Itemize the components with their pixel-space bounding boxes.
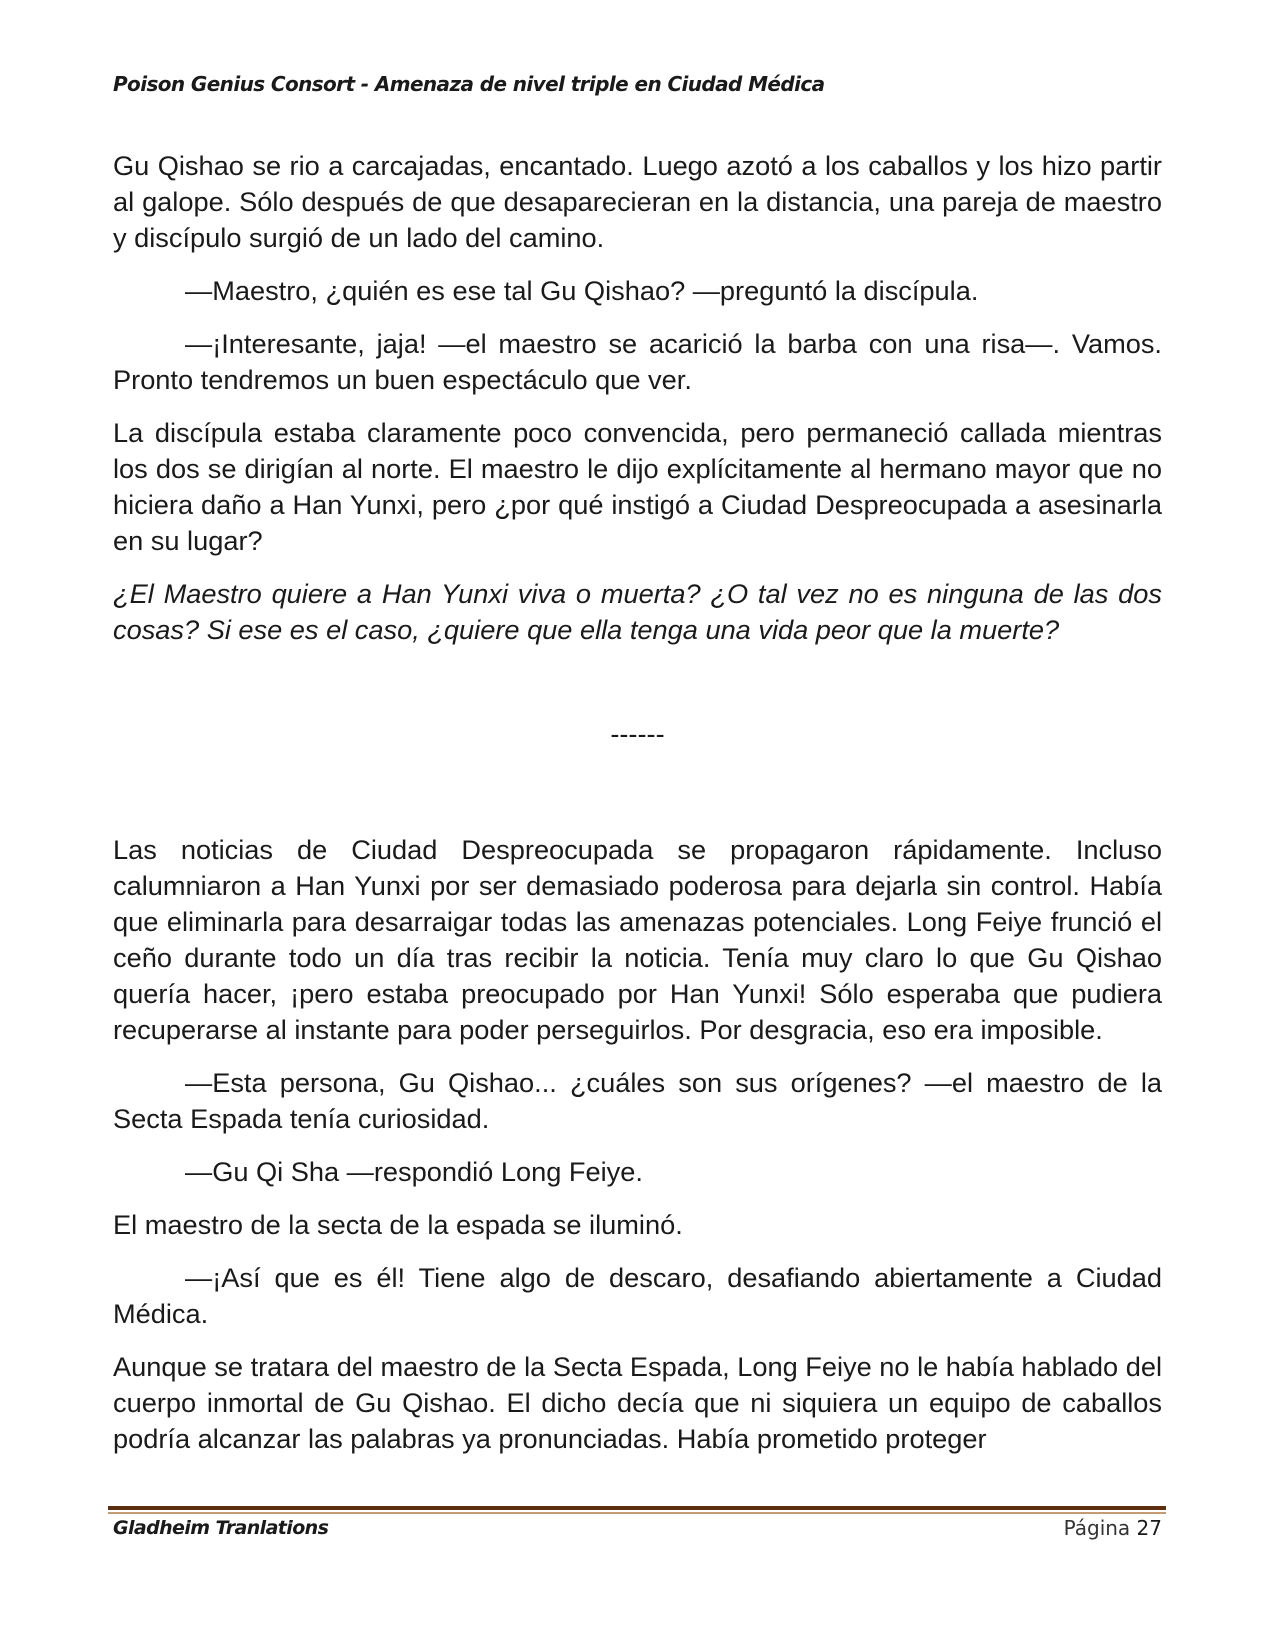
page-number: 27	[1136, 1516, 1162, 1540]
footer-rule	[108, 1506, 1166, 1514]
footer-page-indicator	[1064, 1516, 1162, 1540]
dialogue-paragraph: —¡Así que es él! Tiene algo de descaro, desafiando abiertamente a Ciudad Médica.	[113, 1262, 1162, 1329]
footer-publisher: Gladheim Tranlations	[113, 1517, 329, 1539]
thought-paragraph: ¿El Maestro quiere a Han Yunxi viva o muerta? ¿O tal vez no es ninguna de las dos cosas? Si ese es el caso, ¿quiere que ella tenga una vida peor que la muerte?	[113, 578, 1162, 645]
section-spacer	[113, 752, 1162, 832]
paragraph: La discípula estaba claramente poco convencida, pero permaneció callada mientras los dos se dirigían al norte. El maestro le dijo explícitamente al hermano mayor que no hiciera daño a Han Yunxi, pero ¿por qué instigó a Ciudad Despreocupada a asesinarla en su lugar?	[113, 417, 1162, 556]
paragraph: Aunque se tratara del maestro de la Secta Espada, Long Feiye no le había hablado del cuerpo inmortal de Gu Qishao. El dicho decía que ni siquiera un equipo de caballos podría alcanzar las palabras ya pronunciadas. Había prometido proteger	[113, 1351, 1162, 1454]
paragraph: Gu Qishao se rio a carcajadas, encantado. Luego azotó a los caballos y los hizo partir al galope. Sólo después de que desaparecieran en la distancia, una pareja de maestro y discípulo surgió de un lado del camino.	[113, 150, 1162, 253]
page-label: Página	[1063, 1516, 1131, 1540]
paragraph: Las noticias de Ciudad Despreocupada se propagaron rápidamente. Incluso calumniaron a Han Yunxi por ser demasiado poderosa para dejarla sin control. Había que eliminarla para desarraigar todas las amenazas potenciales. Long Feiye frunció el ceño durante todo un día tras recibir la noticia. Tenía muy claro lo que Gu Qishao quería hacer, ¡pero estaba preocupado por Han Yunxi! Sólo esperaba que pudiera recuperarse al instante para poder perseguirlos. Por desgracia, eso era imposible.	[113, 834, 1162, 1045]
document-body	[113, 148, 1162, 1474]
dialogue-paragraph: —Maestro, ¿quién es ese tal Gu Qishao? —preguntó la discípula.	[185, 275, 979, 306]
paragraph: El maestro de la secta de la espada se iluminó.	[113, 1209, 683, 1240]
dialogue-paragraph: —Esta persona, Gu Qishao... ¿cuáles son sus orígenes? —el maestro de la Secta Espada tenía curiosidad.	[113, 1067, 1162, 1134]
page-header-title: Poison Genius Consort - Amenaza de nivel triple en Ciudad Médica	[113, 72, 825, 96]
section-separator: ------	[610, 718, 665, 749]
dialogue-paragraph: —Gu Qi Sha —respondió Long Feiye.	[185, 1156, 643, 1187]
dialogue-paragraph: —¡Interesante, jaja! —el maestro se acarició la barba con una risa—. Vamos. Pronto tendremos un buen espectáculo que ver.	[113, 328, 1162, 395]
